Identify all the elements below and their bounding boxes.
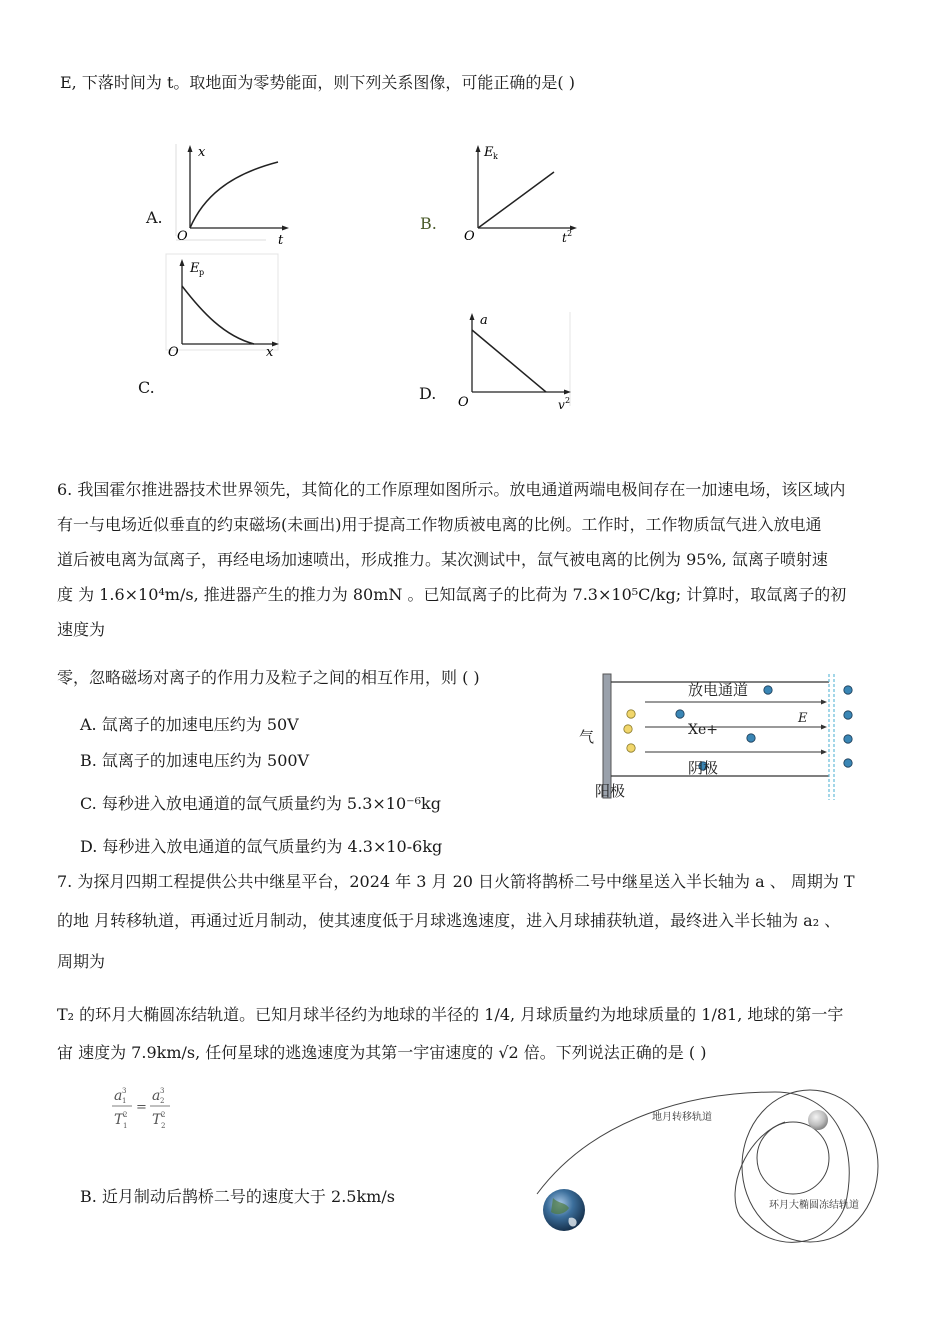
graph-d-x-superscript: 2 — [565, 396, 571, 405]
q5-intro: E, 下落时间为 t。取地面为零势能面，则下列关系图像，可能正确的是( ) — [60, 73, 575, 92]
cathode-label: 阴极 — [688, 759, 719, 777]
xenon-atom — [627, 744, 635, 752]
hall-thruster-diagram — [575, 668, 865, 810]
q5-option-b-label: B. — [420, 214, 437, 233]
q6-line-6: 零，忽略磁场对离子的作用力及粒子之间的相互作用，则 ( ) — [57, 668, 480, 687]
frozen-orbit-label: 环月大椭圆冻结轨道 — [769, 1200, 859, 1211]
graph-b-origin: O — [464, 229, 475, 244]
graph-b-x-label: t — [562, 231, 567, 245]
svg-text:=: = — [136, 1100, 147, 1115]
q6-option-d: D. 每秒进入放电通道的氙气质量约为 4.3×10-6kg — [80, 837, 443, 856]
frozen-orbit-path — [742, 1090, 878, 1242]
svg-text:3: 3 — [122, 1087, 127, 1095]
q6-option-a: A. 氙离子的加速电压约为 50V — [80, 715, 299, 734]
q7-line-1: 7. 为探月四期工程提供公共中继星平台，2024 年 3 月 20 日火箭将鹊桥二号中继星送入半长轴为 a 、 周期为 T — [57, 872, 855, 891]
graph-d-origin: O — [458, 395, 469, 410]
moon-image — [808, 1110, 828, 1130]
svg-text:2: 2 — [123, 1111, 128, 1119]
graph-a-y-label: x — [198, 145, 206, 160]
graph-c-origin: O — [168, 345, 179, 360]
q5-option-c-label: C. — [138, 378, 155, 397]
q7-option-b: B. 近月制动后鹊桥二号的速度大于 2.5km/s — [80, 1187, 395, 1206]
graph-d-x-label: v — [558, 398, 565, 412]
anode-label: 阳极 — [595, 782, 626, 800]
discharge-channel-label: 放电通道 — [688, 681, 749, 699]
transfer-orbit-label: 地月转移轨道 — [652, 1112, 712, 1123]
q6-line-4: 度 为 1.6×10⁴m/s, 推进器产生的推力为 80mN 。已知氙离子的比荷为 7.3×10⁵C/kg; 计算时，取氙离子的初 — [57, 585, 847, 604]
xenon-ion — [747, 734, 755, 742]
graph-c-y-subscript: p — [199, 268, 205, 277]
svg-text:1: 1 — [122, 1097, 127, 1105]
xenon-atom — [627, 710, 635, 718]
graph-b-ek-vs-t2 — [456, 140, 586, 250]
q7-line-4: T₂ 的环月大椭圆冻结轨道。已知月球半径约为地球的半径的 1/4, 月球质量约为地球质量的 1/81, 地球的第一宇 — [57, 1005, 844, 1024]
svg-text:1: 1 — [123, 1122, 128, 1130]
svg-text:2: 2 — [161, 1122, 166, 1130]
svg-text:a: a — [152, 1088, 161, 1104]
q6-line-5: 速度为 — [57, 620, 106, 639]
q6-option-c: C. 每秒进入放电通道的氙气质量约为 5.3×10⁻⁶kg — [80, 794, 441, 813]
graph-c-ep-vs-x — [162, 252, 288, 362]
graph-a-origin: O — [177, 229, 188, 244]
graph-c-y-label: E — [190, 261, 200, 276]
q6-option-b: B. 氙离子的加速电压约为 500V — [80, 751, 310, 770]
xenon-ion — [676, 710, 684, 718]
graph-a-x-vs-t — [168, 140, 294, 250]
svg-text:a: a — [114, 1088, 123, 1104]
earth-moon-orbit-diagram — [535, 1086, 895, 1252]
xenon-ion — [844, 735, 852, 743]
q6-line-2: 有一与电场近似垂直的约束磁场(未画出)用于提高工作物质被电离的比例。工作时，工作物质氙气进入放电通 — [57, 515, 822, 534]
xenon-ion — [844, 711, 852, 719]
xe-ion-label: Xe+ — [688, 722, 718, 738]
graph-c-x-label: x — [266, 345, 274, 360]
q5-option-d-label: D. — [419, 384, 437, 403]
xenon-ion — [764, 686, 772, 694]
xenon-ion — [844, 759, 852, 767]
q7-line-5: 宙 速度为 7.9km/s, 任何星球的逃逸速度为其第一宇宙速度的 √2 倍。下列说法正确的是 ( ) — [57, 1043, 707, 1062]
capture-orbit-path — [757, 1122, 829, 1194]
q5-option-a-label: A. — [146, 208, 163, 227]
q6-line-1: 6. 我国霍尔推进器技术世界领先，其简化的工作原理如图所示。放电通道两端电极间存在一加速电场，该区域内 — [57, 480, 846, 499]
svg-text:T: T — [114, 1112, 124, 1128]
graph-d-y-label: a — [480, 313, 488, 328]
svg-text:T: T — [152, 1112, 162, 1128]
field-e-label: E — [798, 711, 808, 726]
xenon-ion — [844, 686, 852, 694]
svg-text:2: 2 — [160, 1097, 165, 1105]
graph-b-x-superscript: 2 — [567, 229, 573, 238]
graph-d-a-vs-v2 — [452, 308, 582, 418]
graph-b-y-label: E — [484, 145, 494, 160]
xenon-atom — [624, 725, 632, 733]
gas-label: 气 — [579, 728, 595, 746]
q6-line-3: 道后被电离为氙离子，再经电场加速喷出，形成推力。某次测试中，氙气被电离的比例为 95%, 氙离子喷射速 — [57, 550, 828, 569]
anode-plate — [603, 674, 611, 798]
svg-text:2: 2 — [161, 1111, 166, 1119]
svg-text:3: 3 — [160, 1087, 165, 1095]
graph-b-y-subscript: k — [493, 152, 498, 161]
q7-line-2: 的地 月转移轨道，再通过近月制动，使其速度低于月球逃逸速度，进入月球捕获轨道，最终进入半长轴为 a₂ 、 — [57, 911, 841, 930]
graph-a-x-label: t — [278, 233, 284, 248]
kepler-formula — [110, 1082, 180, 1134]
q7-line-3: 周期为 — [57, 952, 106, 971]
